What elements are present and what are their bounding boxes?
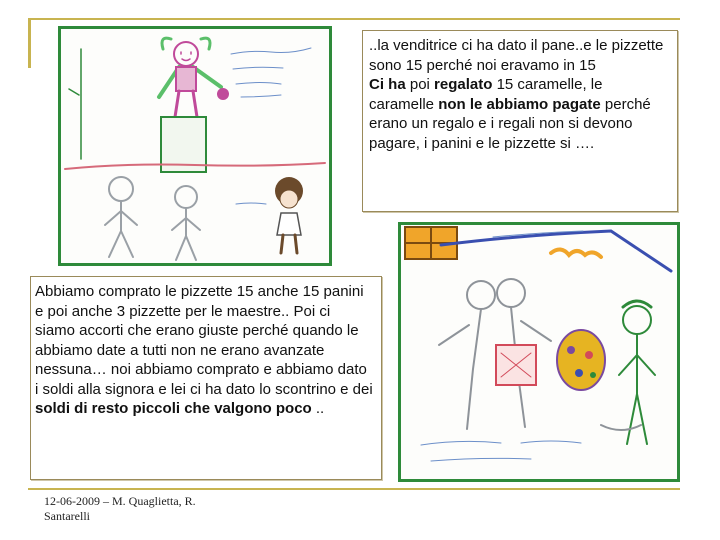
quote-bottom-part-1: Abbiamo comprato le pizzette 15 anche 15 panini e poi anche 3 pizzette per le maestre.. Poi ci siamo accorti che erano giuste perché quando le abbiamo date a tutti non ne erano avanzate nessuna… noi abbiamo comprato e abbiamo dato i soldi alla signora e lei ci ha dato lo scontrino e dei [35, 283, 373, 398]
quote-top-part-3: 15 caramelle, le caramelle [369, 76, 603, 113]
drawing-bakery-image [61, 29, 329, 263]
bottom-rule [28, 488, 680, 490]
quote-top-bold-3: non le abbiamo pagate [438, 95, 601, 113]
child-drawing-shop [398, 222, 680, 482]
quote-top-bold-1: Ci ha [369, 76, 406, 93]
quote-bottom-part-2: .. [311, 400, 325, 417]
left-rule [28, 18, 31, 68]
footer-credit: 12-06-2009 – M. Quaglietta, R. Santarelli [44, 494, 196, 523]
quote-bottom-textbox [30, 276, 382, 480]
quote-top-part-4: perché erano un regalo e i regali non si devono pagare, i panini e le pizzette si …. [369, 95, 651, 152]
quote-top-textbox [362, 30, 678, 212]
quote-top-part-1: ..la venditrice ci ha dato il pane..e le pizzette sono 15 perché noi eravamo in 15 [369, 37, 664, 74]
quote-bottom-bold-1: soldi di resto piccoli che valgono poco [35, 400, 312, 417]
drawing-shop-image [401, 225, 677, 479]
quote-top-part-2: poi [405, 76, 435, 93]
top-rule [28, 18, 680, 20]
quote-top-bold-2: regalato [434, 76, 493, 93]
child-drawing-bakery [58, 26, 332, 266]
